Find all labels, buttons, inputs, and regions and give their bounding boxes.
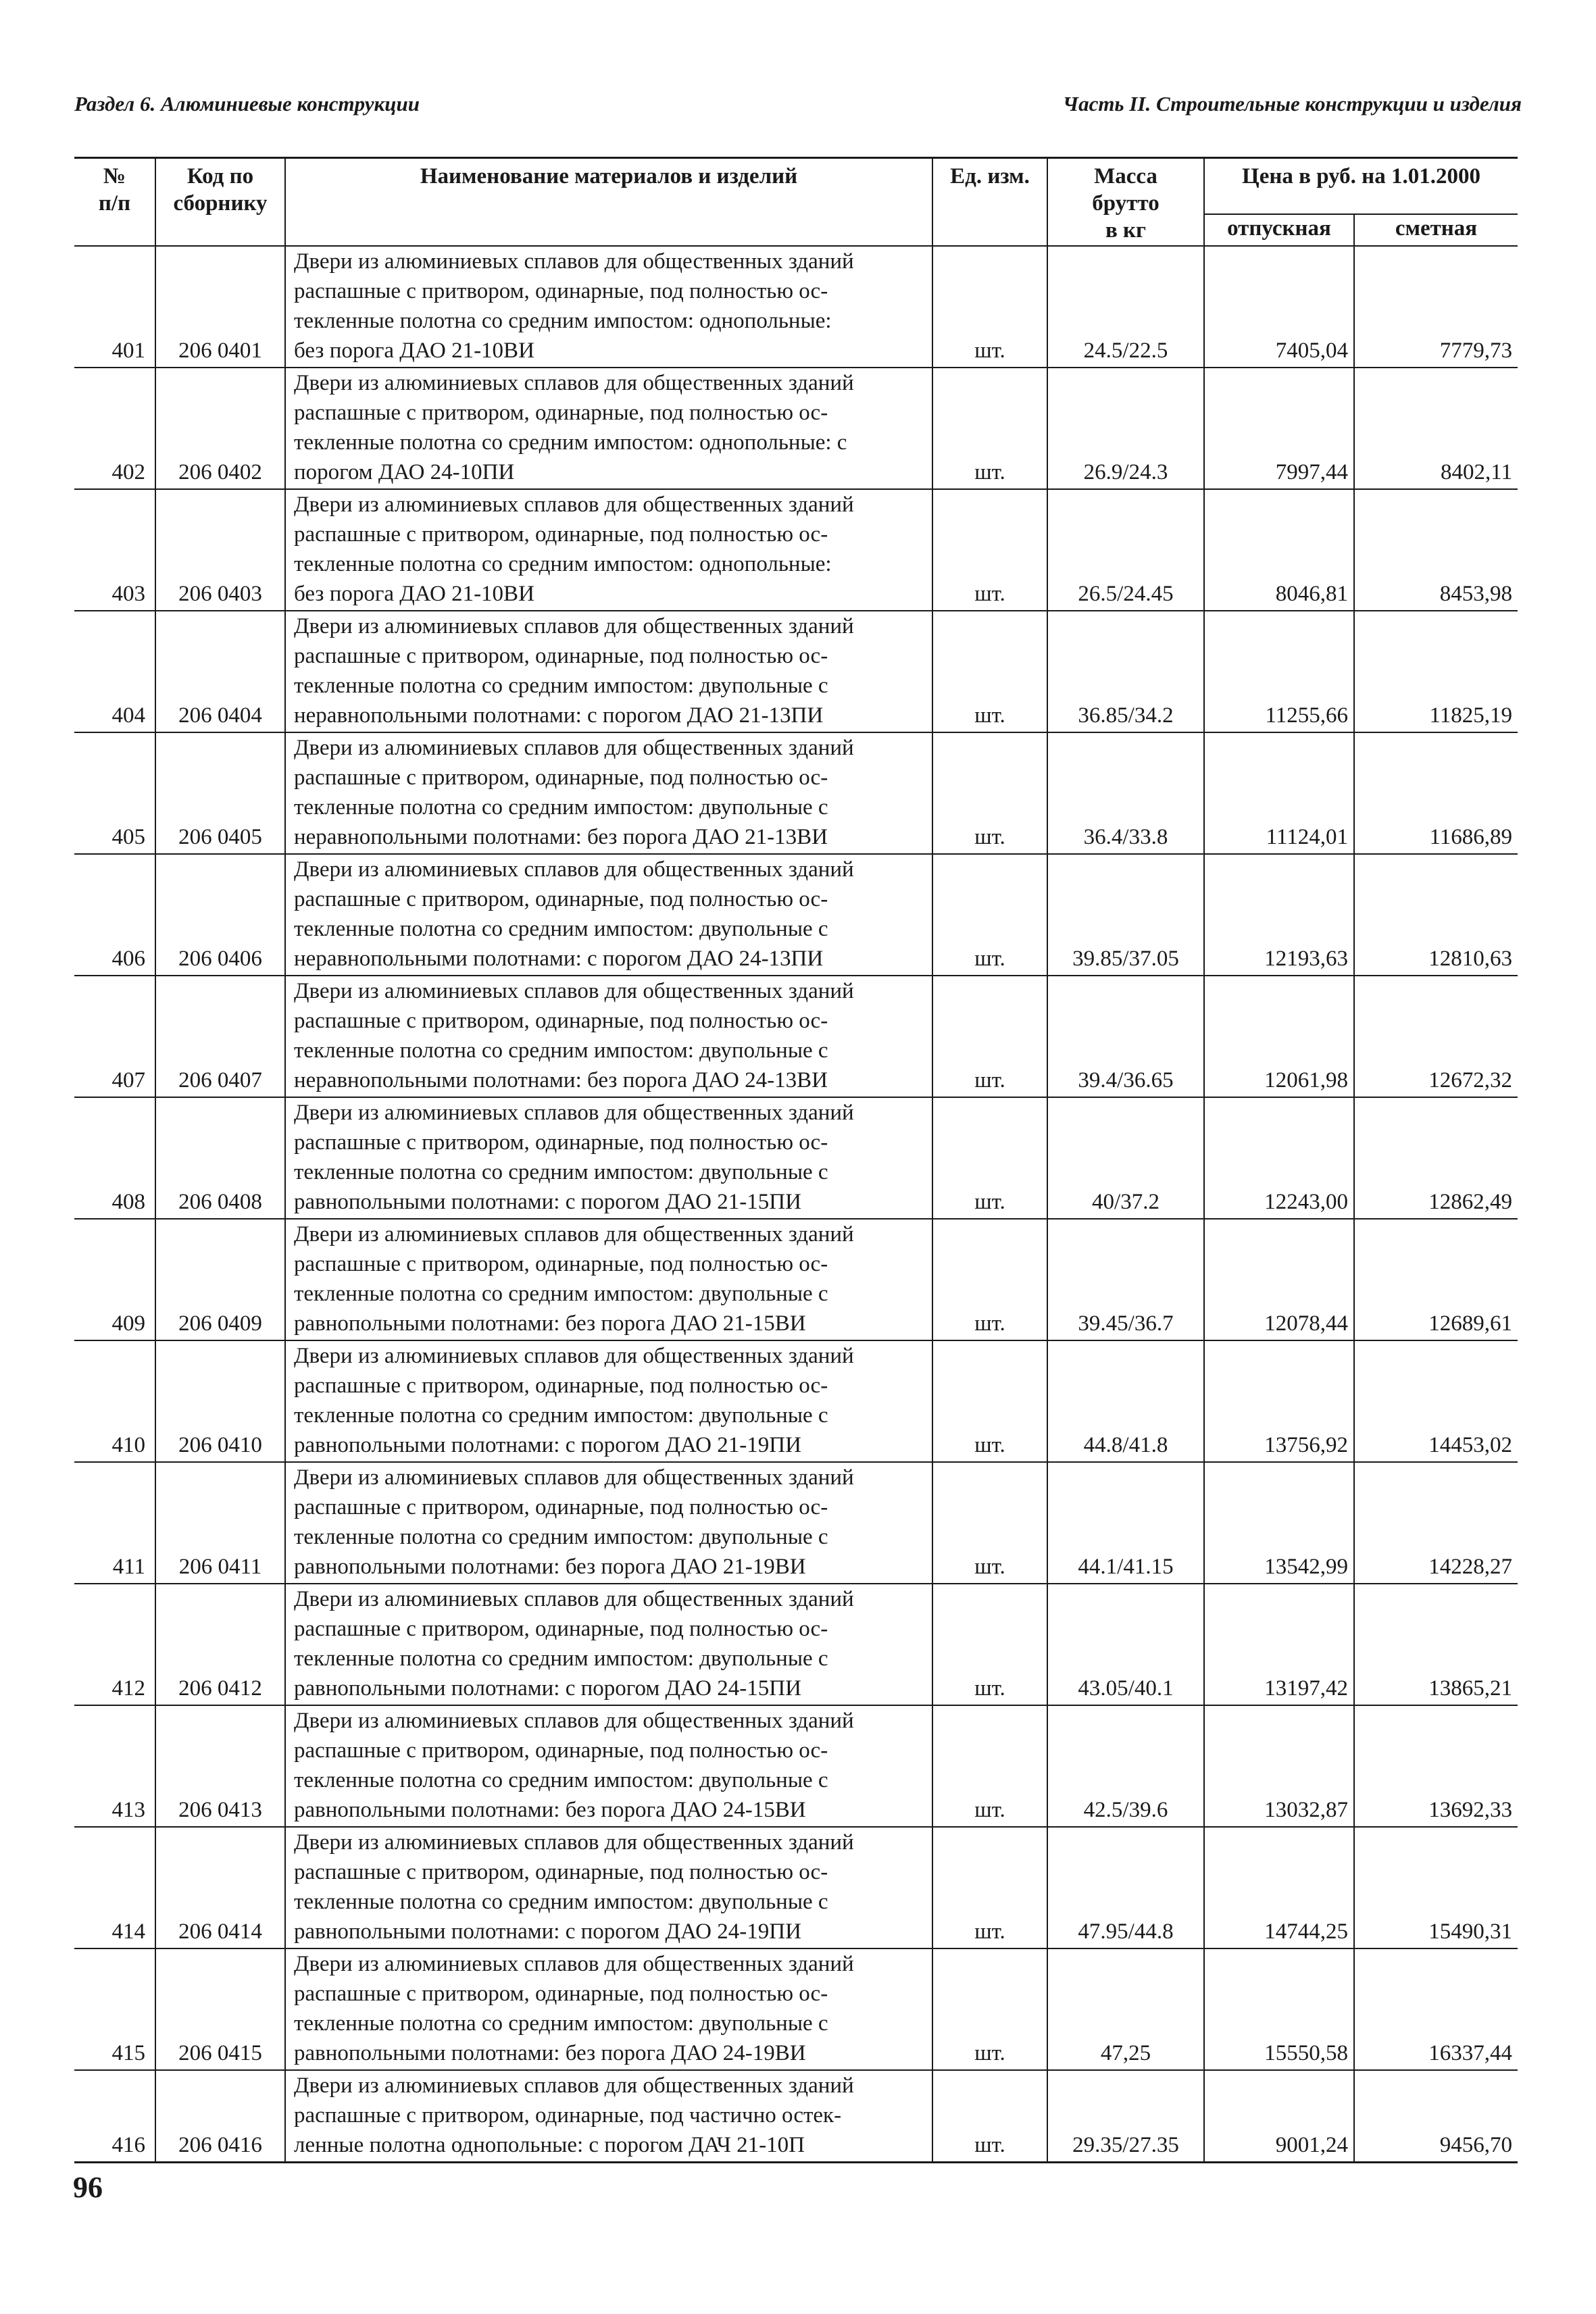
catalog-code: 206 0403 xyxy=(155,489,285,611)
row-number: 402 xyxy=(74,368,155,489)
description-line: равнопольными полотнами: с порогом ДАО 24-15ПИ xyxy=(294,1676,801,1701)
running-header xyxy=(74,92,1522,132)
col-header-name: Наименование материалов и изделий xyxy=(285,158,932,247)
row-number: 408 xyxy=(74,1097,155,1219)
table-row xyxy=(74,1584,1518,1705)
release-price: 12243,00 xyxy=(1204,1097,1354,1219)
section-title: Раздел 6. Алюминиевые конструкции xyxy=(74,92,420,116)
table-row xyxy=(74,2070,1518,2163)
catalog-code: 206 0407 xyxy=(155,976,285,1097)
catalog-code: 206 0401 xyxy=(155,246,285,368)
description-line: Двери из алюминиевых сплавов для общественных зданий xyxy=(294,1222,854,1247)
unit-of-measure: шт. xyxy=(932,1948,1047,2070)
description-line: равнопольными полотнами: без порога ДАО 21-19ВИ xyxy=(294,1555,806,1579)
estimate-price: 12689,61 xyxy=(1354,1219,1518,1340)
description-line: распашные с притвором, одинарные, под полностью ос- xyxy=(294,1009,828,1033)
release-price: 11124,01 xyxy=(1204,732,1354,854)
description-line: текленные полотна со средним импостом: однопольные: с xyxy=(294,430,847,455)
row-number: 407 xyxy=(74,976,155,1097)
estimate-price: 13865,21 xyxy=(1354,1584,1518,1705)
unit-of-measure: шт. xyxy=(932,976,1047,1097)
estimate-price: 12810,63 xyxy=(1354,854,1518,976)
item-description xyxy=(285,976,932,1097)
row-number: 410 xyxy=(74,1340,155,1462)
estimate-price: 8402,11 xyxy=(1354,368,1518,489)
table-row xyxy=(74,976,1518,1097)
release-price: 7997,44 xyxy=(1204,368,1354,489)
description-line: текленные полотна со средним импостом: однопольные: xyxy=(294,309,832,333)
col-header-price-estimate: сметная xyxy=(1354,214,1518,246)
description-line: распашные с притвором, одинарные, под полностью ос- xyxy=(294,1738,828,1763)
row-number: 414 xyxy=(74,1827,155,1948)
description-line: текленные полотна со средним импостом: двупольные с xyxy=(294,795,828,820)
description-line: распашные с притвором, одинарные, под полностью ос- xyxy=(294,1374,828,1398)
unit-of-measure: шт. xyxy=(932,732,1047,854)
description-line: распашные с притвором, одинарные, под полностью ос- xyxy=(294,1130,828,1155)
catalog-code: 206 0412 xyxy=(155,1584,285,1705)
unit-of-measure: шт. xyxy=(932,1340,1047,1462)
catalog-code: 206 0408 xyxy=(155,1097,285,1219)
description-line: распашные с притвором, одинарные, под полностью ос- xyxy=(294,401,828,425)
unit-of-measure: шт. xyxy=(932,1584,1047,1705)
estimate-price: 11825,19 xyxy=(1354,611,1518,732)
description-line: равнопольными полотнами: с порогом ДАО 24-19ПИ xyxy=(294,1919,801,1944)
catalog-code: 206 0405 xyxy=(155,732,285,854)
description-line: равнопольными полотнами: без порога ДАО 24-19ВИ xyxy=(294,2041,806,2065)
description-line: распашные с притвором, одинарные, под полностью ос- xyxy=(294,1982,828,2006)
catalog-code: 206 0413 xyxy=(155,1705,285,1827)
description-line: равнопольными полотнами: без порога ДАО 24-15ВИ xyxy=(294,1798,806,1822)
gross-mass: 24.5/22.5 xyxy=(1047,246,1204,368)
table-row xyxy=(74,1462,1518,1584)
col-header-price-group: Цена в руб. на 1.01.2000 xyxy=(1204,158,1518,215)
estimate-price: 12672,32 xyxy=(1354,976,1518,1097)
gross-mass: 39.85/37.05 xyxy=(1047,854,1204,976)
price-table xyxy=(74,157,1518,2163)
catalog-code: 206 0409 xyxy=(155,1219,285,1340)
gross-mass: 29.35/27.35 xyxy=(1047,2070,1204,2163)
table-row xyxy=(74,611,1518,732)
release-price: 12078,44 xyxy=(1204,1219,1354,1340)
release-price: 14744,25 xyxy=(1204,1827,1354,1948)
item-description xyxy=(285,1584,932,1705)
description-line: без порога ДАО 21-10ВИ xyxy=(294,338,534,363)
description-line: Двери из алюминиевых сплавов для общественных зданий xyxy=(294,1101,854,1125)
description-line: текленные полотна со средним импостом: двупольные с xyxy=(294,917,828,941)
estimate-price: 14453,02 xyxy=(1354,1340,1518,1462)
description-line: текленные полотна со средним импостом: двупольные с xyxy=(294,1890,828,1914)
description-line: равнопольными полотнами: с порогом ДАО 21-15ПИ xyxy=(294,1190,801,1214)
description-line: Двери из алюминиевых сплавов для общественных зданий xyxy=(294,493,854,517)
description-line: Двери из алюминиевых сплавов для общественных зданий xyxy=(294,1709,854,1733)
description-line: Двери из алюминиевых сплавов для общественных зданий xyxy=(294,371,854,395)
description-line: текленные полотна со средним импостом: двупольные с xyxy=(294,1403,828,1428)
unit-of-measure: шт. xyxy=(932,368,1047,489)
release-price: 9001,24 xyxy=(1204,2070,1354,2163)
row-number: 409 xyxy=(74,1219,155,1340)
release-price: 13197,42 xyxy=(1204,1584,1354,1705)
description-line: текленные полотна со средним импостом: двупольные с xyxy=(294,1768,828,1792)
description-line: Двери из алюминиевых сплавов для общественных зданий xyxy=(294,2073,854,2098)
release-price: 13032,87 xyxy=(1204,1705,1354,1827)
estimate-price: 8453,98 xyxy=(1354,489,1518,611)
description-line: Двери из алюминиевых сплавов для общественных зданий xyxy=(294,614,854,638)
description-line: текленные полотна со средним импостом: двупольные с xyxy=(294,1282,828,1306)
table-row xyxy=(74,246,1518,368)
description-line: текленные полотна со средним импостом: двупольные с xyxy=(294,1525,828,1549)
catalog-code: 206 0416 xyxy=(155,2070,285,2163)
unit-of-measure: шт. xyxy=(932,2070,1047,2163)
description-line: текленные полотна со средним импостом: двупольные с xyxy=(294,674,828,698)
item-description xyxy=(285,1827,932,1948)
gross-mass: 47,25 xyxy=(1047,1948,1204,2070)
description-line: текленные полотна со средним импостом: двупольные с xyxy=(294,2011,828,2036)
description-line: Двери из алюминиевых сплавов для общественных зданий xyxy=(294,1587,854,1611)
estimate-price: 9456,70 xyxy=(1354,2070,1518,2163)
description-line: текленные полотна со средним импостом: двупольные с xyxy=(294,1160,828,1184)
description-line: Двери из алюминиевых сплавов для общественных зданий xyxy=(294,736,854,760)
unit-of-measure: шт. xyxy=(932,611,1047,732)
description-line: распашные с притвором, одинарные, под полностью ос- xyxy=(294,1252,828,1276)
description-line: неравнопольными полотнами: с порогом ДАО 24-13ПИ xyxy=(294,947,824,971)
row-number: 406 xyxy=(74,854,155,976)
page-number: 96 xyxy=(73,2171,103,2204)
description-line: распашные с притвором, одинарные, под полностью ос- xyxy=(294,887,828,911)
row-number: 411 xyxy=(74,1462,155,1584)
table-row xyxy=(74,489,1518,611)
description-line: текленные полотна со средним импостом: двупольные с xyxy=(294,1646,828,1671)
unit-of-measure: шт. xyxy=(932,246,1047,368)
item-description xyxy=(285,2070,932,2163)
item-description xyxy=(285,1340,932,1462)
item-description xyxy=(285,1097,932,1219)
release-price: 13542,99 xyxy=(1204,1462,1354,1584)
catalog-code: 206 0406 xyxy=(155,854,285,976)
estimate-price: 14228,27 xyxy=(1354,1462,1518,1584)
gross-mass: 44.8/41.8 xyxy=(1047,1340,1204,1462)
description-line: Двери из алюминиевых сплавов для общественных зданий xyxy=(294,979,854,1003)
estimate-price: 12862,49 xyxy=(1354,1097,1518,1219)
item-description xyxy=(285,611,932,732)
gross-mass: 26.9/24.3 xyxy=(1047,368,1204,489)
gross-mass: 42.5/39.6 xyxy=(1047,1705,1204,1827)
table-row xyxy=(74,1827,1518,1948)
description-line: неравнопольными полотнами: без порога ДАО 21-13ВИ xyxy=(294,825,828,849)
description-line: распашные с притвором, одинарные, под полностью ос- xyxy=(294,765,828,790)
release-price: 7405,04 xyxy=(1204,246,1354,368)
description-line: порогом ДАО 24-10ПИ xyxy=(294,460,515,484)
table-row xyxy=(74,732,1518,854)
item-description xyxy=(285,489,932,611)
estimate-price: 7779,73 xyxy=(1354,246,1518,368)
release-price: 8046,81 xyxy=(1204,489,1354,611)
item-description xyxy=(285,854,932,976)
description-line: Двери из алюминиевых сплавов для общественных зданий xyxy=(294,1952,854,1976)
catalog-code: 206 0410 xyxy=(155,1340,285,1462)
unit-of-measure: шт. xyxy=(932,1097,1047,1219)
gross-mass: 39.45/36.7 xyxy=(1047,1219,1204,1340)
table-row xyxy=(74,1948,1518,2070)
gross-mass: 44.1/41.15 xyxy=(1047,1462,1204,1584)
unit-of-measure: шт. xyxy=(932,1462,1047,1584)
release-price: 12061,98 xyxy=(1204,976,1354,1097)
gross-mass: 40/37.2 xyxy=(1047,1097,1204,1219)
unit-of-measure: шт. xyxy=(932,1219,1047,1340)
item-description xyxy=(285,1705,932,1827)
description-line: текленные полотна со средним импостом: однопольные: xyxy=(294,552,832,576)
item-description xyxy=(285,368,932,489)
col-header-mass: Масса брутто в кг xyxy=(1047,158,1204,247)
description-line: Двери из алюминиевых сплавов для общественных зданий xyxy=(294,1344,854,1368)
description-line: текленные полотна со средним импостом: двупольные с xyxy=(294,1038,828,1063)
description-line: распашные с притвором, одинарные, под полностью ос- xyxy=(294,1495,828,1519)
description-line: распашные с притвором, одинарные, под полностью ос- xyxy=(294,1617,828,1641)
description-line: без порога ДАО 21-10ВИ xyxy=(294,582,534,606)
description-line: распашные с притвором, одинарные, под полностью ос- xyxy=(294,644,828,668)
gross-mass: 36.85/34.2 xyxy=(1047,611,1204,732)
row-number: 416 xyxy=(74,2070,155,2163)
description-line: неравнопольными полотнами: без порога ДАО 24-13ВИ xyxy=(294,1068,828,1092)
table-row xyxy=(74,1219,1518,1340)
unit-of-measure: шт. xyxy=(932,854,1047,976)
unit-of-measure: шт. xyxy=(932,1705,1047,1827)
release-price: 15550,58 xyxy=(1204,1948,1354,2070)
table-header xyxy=(74,158,1518,247)
description-line: Двери из алюминиевых сплавов для общественных зданий xyxy=(294,857,854,882)
col-header-unit: Ед. изм. xyxy=(932,158,1047,247)
release-price: 13756,92 xyxy=(1204,1340,1354,1462)
estimate-price: 13692,33 xyxy=(1354,1705,1518,1827)
row-number: 401 xyxy=(74,246,155,368)
unit-of-measure: шт. xyxy=(932,489,1047,611)
description-line: Двери из алюминиевых сплавов для общественных зданий xyxy=(294,1465,854,1490)
catalog-code: 206 0415 xyxy=(155,1948,285,2070)
table-row xyxy=(74,1340,1518,1462)
description-line: распашные с притвором, одинарные, под частично остек- xyxy=(294,2103,842,2128)
item-description xyxy=(285,1462,932,1584)
estimate-price: 16337,44 xyxy=(1354,1948,1518,2070)
table-row xyxy=(74,1097,1518,1219)
release-price: 12193,63 xyxy=(1204,854,1354,976)
table-row xyxy=(74,368,1518,489)
gross-mass: 36.4/33.8 xyxy=(1047,732,1204,854)
table-body xyxy=(74,246,1518,2163)
row-number: 404 xyxy=(74,611,155,732)
gross-mass: 26.5/24.45 xyxy=(1047,489,1204,611)
catalog-code: 206 0404 xyxy=(155,611,285,732)
description-line: распашные с притвором, одинарные, под полностью ос- xyxy=(294,1860,828,1884)
description-line: Двери из алюминиевых сплавов для общественных зданий xyxy=(294,1830,854,1855)
catalog-code: 206 0402 xyxy=(155,368,285,489)
description-line: равнопольными полотнами: без порога ДАО 21-15ВИ xyxy=(294,1311,806,1336)
table-row xyxy=(74,854,1518,976)
row-number: 415 xyxy=(74,1948,155,2070)
release-price: 11255,66 xyxy=(1204,611,1354,732)
row-number: 403 xyxy=(74,489,155,611)
description-line: неравнопольными полотнами: с порогом ДАО 21-13ПИ xyxy=(294,703,824,728)
gross-mass: 39.4/36.65 xyxy=(1047,976,1204,1097)
table-row xyxy=(74,1705,1518,1827)
item-description xyxy=(285,1948,932,2070)
catalog-code: 206 0414 xyxy=(155,1827,285,1948)
part-title: Часть II. Строительные конструкции и изделия xyxy=(1062,92,1522,116)
description-line: Двери из алюминиевых сплавов для общественных зданий xyxy=(294,249,854,274)
catalog-code: 206 0411 xyxy=(155,1462,285,1584)
gross-mass: 47.95/44.8 xyxy=(1047,1827,1204,1948)
item-description xyxy=(285,246,932,368)
row-number: 413 xyxy=(74,1705,155,1827)
description-line: распашные с притвором, одинарные, под полностью ос- xyxy=(294,522,828,547)
row-number: 412 xyxy=(74,1584,155,1705)
gross-mass: 43.05/40.1 xyxy=(1047,1584,1204,1705)
unit-of-measure: шт. xyxy=(932,1827,1047,1948)
description-line: распашные с притвором, одинарные, под полностью ос- xyxy=(294,279,828,303)
description-line: равнопольными полотнами: с порогом ДАО 21-19ПИ xyxy=(294,1433,801,1457)
description-line: ленные полотна однопольные: с порогом ДАЧ 21-10П xyxy=(294,2133,805,2157)
row-number: 405 xyxy=(74,732,155,854)
estimate-price: 15490,31 xyxy=(1354,1827,1518,1948)
col-header-code: Код по сборнику xyxy=(155,158,285,247)
item-description xyxy=(285,1219,932,1340)
col-header-number: № п/п xyxy=(74,158,155,247)
item-description xyxy=(285,732,932,854)
col-header-price-release: отпускная xyxy=(1204,214,1354,246)
estimate-price: 11686,89 xyxy=(1354,732,1518,854)
